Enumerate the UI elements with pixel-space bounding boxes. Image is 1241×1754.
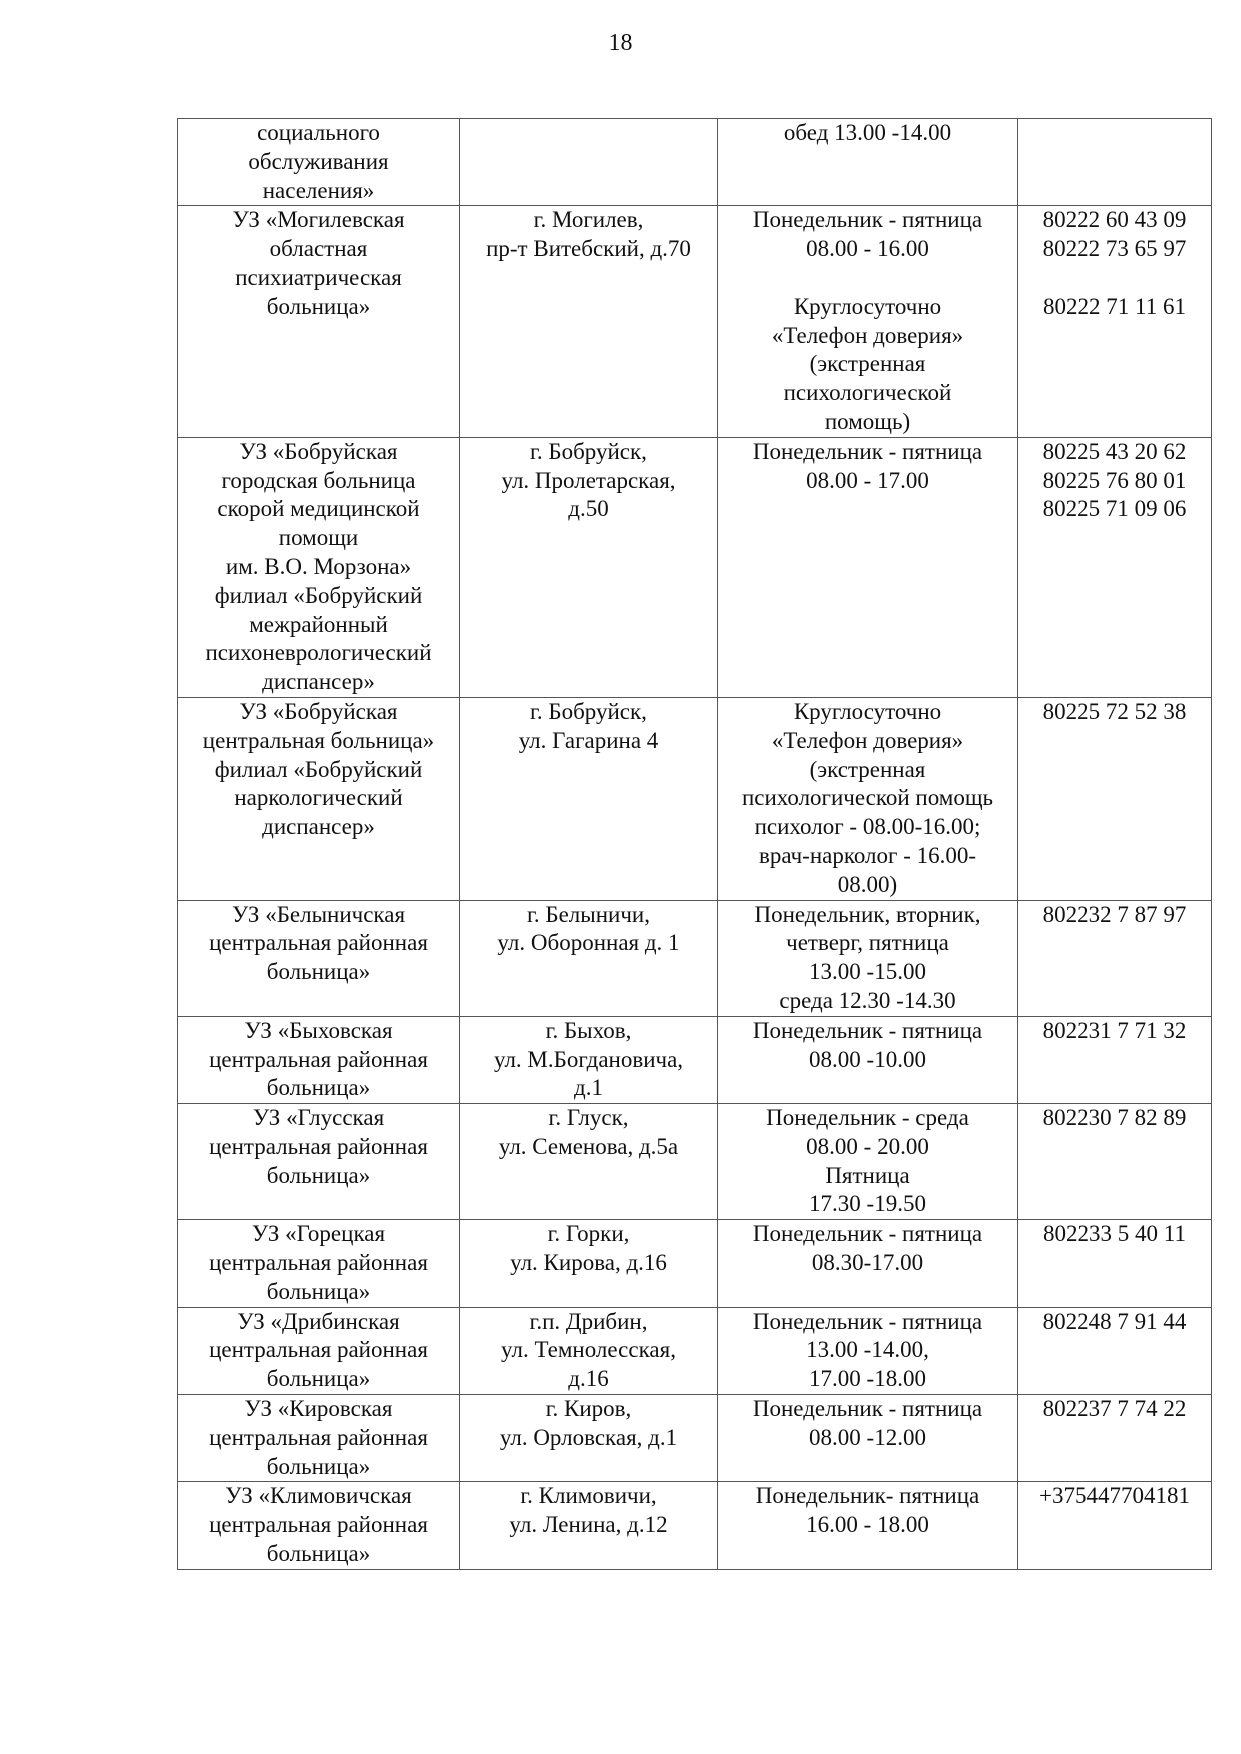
phones-line: 80222 71 11 61 <box>1043 293 1186 319</box>
address-cell <box>460 697 718 900</box>
name-line: скорой медицинской <box>217 496 420 522</box>
hours-line: среда 12.30 -14.30 <box>779 987 956 1013</box>
phones-line: 80225 76 80 01 <box>1042 467 1187 493</box>
working-hours-cell <box>718 1395 1018 1482</box>
address-cell <box>460 1307 718 1394</box>
hours-line: «Телефон доверия» <box>771 322 964 348</box>
name-line: центральная районная <box>209 1337 428 1363</box>
institution-name-cell <box>178 1016 460 1103</box>
phones-line: 802237 7 74 22 <box>1042 1396 1187 1422</box>
address-line: д.16 <box>568 1366 609 1392</box>
address-line: г. Быхов, <box>545 1017 632 1043</box>
name-line: филиал «Бобруйский <box>214 756 423 782</box>
name-line: филиал «Бобруйский <box>214 582 423 608</box>
address-cell <box>460 1482 718 1569</box>
working-hours-cell <box>718 900 1018 1016</box>
hours-line: психологической <box>783 380 952 406</box>
hours-line: 08.00 -10.00 <box>809 1046 926 1072</box>
hours-line: 13.00 -15.00 <box>809 959 926 985</box>
name-line: больница» <box>266 1075 371 1101</box>
phone-cell <box>1018 900 1212 1016</box>
table-row <box>178 1482 1212 1569</box>
name-line: больница» <box>266 1366 371 1392</box>
address-cell <box>460 437 718 697</box>
institution-name-cell <box>178 1307 460 1394</box>
name-line: УЗ «Белыничская <box>231 901 406 927</box>
phone-cell <box>1018 1016 1212 1103</box>
phones-line: 802231 7 71 32 <box>1042 1017 1187 1043</box>
name-line: городская больница <box>221 467 416 493</box>
name-line: наркологический <box>234 785 403 811</box>
hours-line: 17.30 -19.50 <box>809 1191 926 1217</box>
phones-line: 802248 7 91 44 <box>1042 1308 1187 1334</box>
address-line: ул. Оборонная д. 1 <box>497 930 680 956</box>
hours-line: Круглосуточно <box>793 293 942 319</box>
address-cell <box>460 206 718 437</box>
name-line: социального <box>257 120 380 145</box>
table-row <box>178 206 1212 437</box>
hours-line: Пятница <box>825 1162 910 1188</box>
phone-cell <box>1018 119 1212 206</box>
name-line: им. В.О. Морзона» <box>225 553 412 579</box>
hours-line: (экстренная <box>809 756 926 782</box>
table-row <box>178 119 1212 206</box>
address-cell <box>460 1395 718 1482</box>
institution-name-cell <box>178 1395 460 1482</box>
name-line: населения» <box>262 177 375 203</box>
phones-line <box>1022 264 1207 293</box>
name-line: больница» <box>266 293 371 319</box>
phones-line: 80225 72 52 38 <box>1042 698 1187 724</box>
name-line: диспансер» <box>262 814 375 840</box>
name-line: УЗ «Горецкая <box>251 1221 386 1247</box>
address-line: ул. Орловская, д.1 <box>499 1424 678 1450</box>
hours-line: обед 13.00 -14.00 <box>783 120 952 145</box>
phones-line: 80225 43 20 62 <box>1042 438 1187 464</box>
institution-name-cell <box>178 437 460 697</box>
address-line: г.п. Дрибин, <box>529 1308 648 1334</box>
institutions-table <box>177 118 1212 1570</box>
address-line: г. Бобруйск, <box>530 698 647 724</box>
address-line: ул. Пролетарская, <box>501 467 676 493</box>
hours-line: (экстренная <box>809 351 926 377</box>
address-line: д.50 <box>568 496 609 522</box>
address-line: г. Киров, <box>545 1396 632 1422</box>
name-line: УЗ «Глусская <box>252 1105 385 1131</box>
address-line: ул. Гагарина 4 <box>518 727 659 753</box>
hours-line: 16.00 - 18.00 <box>806 1512 929 1538</box>
phone-cell <box>1018 206 1212 437</box>
hours-line: Понедельник - пятница <box>752 1308 983 1334</box>
name-line: областная <box>269 236 368 262</box>
table-body <box>178 119 1212 1570</box>
table-row <box>178 900 1212 1016</box>
working-hours-cell <box>718 1220 1018 1307</box>
name-line: больница» <box>266 1278 371 1304</box>
institution-name-cell <box>178 697 460 900</box>
working-hours-cell <box>718 437 1018 697</box>
address-cell <box>460 1016 718 1103</box>
hours-line: Понедельник - пятница <box>752 1221 983 1247</box>
hours-line: Круглосуточно <box>793 698 942 724</box>
address-line: ул. Кирова, д.16 <box>510 1250 667 1276</box>
hours-line: Понедельник - среда <box>766 1105 969 1131</box>
hours-line: «Телефон доверия» <box>771 727 964 753</box>
hours-line: 17.00 -18.00 <box>809 1366 926 1392</box>
address-line: г. Климовичи, <box>520 1483 657 1509</box>
institution-name-cell <box>178 206 460 437</box>
address-line: г. Белыничи, <box>527 901 650 927</box>
phone-cell <box>1018 1395 1212 1482</box>
address-line: ул. Семенова, д.5а <box>498 1133 679 1159</box>
table-row <box>178 1104 1212 1220</box>
institution-name-cell <box>178 1104 460 1220</box>
name-line: центральная районная <box>209 1133 428 1159</box>
hours-line: 08.00 - 16.00 <box>806 236 929 262</box>
hours-line: 08.00 - 20.00 <box>806 1133 929 1159</box>
name-line: центральная районная <box>209 1424 428 1450</box>
hours-line: помощь) <box>824 408 911 434</box>
name-line: УЗ «Могилевская <box>232 207 405 233</box>
name-line: УЗ «Кировская <box>244 1396 393 1422</box>
institution-name-cell <box>178 119 460 206</box>
phone-cell <box>1018 1307 1212 1394</box>
hours-line: 13.00 -14.00, <box>806 1337 929 1363</box>
hours-line: врач-нарколог - 16.00- <box>758 842 977 868</box>
table-row <box>178 697 1212 900</box>
name-line: больница» <box>266 1453 371 1479</box>
institution-name-cell <box>178 900 460 1016</box>
name-line: больница» <box>266 1162 371 1188</box>
name-line: больница» <box>266 1541 371 1567</box>
address-line: ул. Темнолесская, <box>501 1337 676 1363</box>
address-line: ул. М.Богдановича, <box>493 1046 684 1072</box>
name-line: межрайонный <box>249 611 388 637</box>
phones-line: 80222 73 65 97 <box>1042 236 1187 262</box>
working-hours-cell <box>718 1307 1018 1394</box>
hours-line: Понедельник - пятница <box>752 1017 983 1043</box>
hours-line: 08.00 -12.00 <box>809 1424 926 1450</box>
address-line: д.1 <box>574 1075 603 1101</box>
name-line: психоневрологический <box>205 640 432 666</box>
table-row <box>178 1395 1212 1482</box>
phones-line: 80225 71 09 06 <box>1042 496 1187 522</box>
name-line: УЗ «Бобруйская <box>239 438 398 464</box>
name-line: психиатрическая <box>235 264 402 290</box>
table-row <box>178 1016 1212 1103</box>
table-row <box>178 437 1212 697</box>
working-hours-cell <box>718 119 1018 206</box>
hours-line: психолог - 08.00-16.00; <box>754 814 981 840</box>
working-hours-cell <box>718 206 1018 437</box>
table-row <box>178 1220 1212 1307</box>
name-line: УЗ «Климовичская <box>225 1483 412 1509</box>
hours-line: психологической помощь <box>741 785 994 811</box>
phones-line: 802233 5 40 11 <box>1043 1221 1186 1247</box>
institution-name-cell <box>178 1220 460 1307</box>
name-line: УЗ «Бобруйская <box>239 698 398 724</box>
name-line: центральная районная <box>209 930 428 956</box>
address-cell <box>460 119 718 206</box>
hours-line: Понедельник, вторник, <box>754 901 981 927</box>
working-hours-cell <box>718 1104 1018 1220</box>
phones-line: 802232 7 87 97 <box>1042 901 1187 927</box>
hours-line: четверг, пятница <box>786 930 949 956</box>
name-line: центральная больница» <box>202 727 435 753</box>
hours-line: 08.00) <box>837 871 898 897</box>
working-hours-cell <box>718 1016 1018 1103</box>
address-cell <box>460 900 718 1016</box>
name-line: центральная районная <box>209 1250 428 1276</box>
phone-cell <box>1018 1104 1212 1220</box>
name-line: помощи <box>278 525 359 551</box>
phone-cell <box>1018 437 1212 697</box>
address-line: г. Глуск, <box>548 1105 629 1131</box>
hours-line <box>722 264 1013 293</box>
hours-line: Понедельник - пятница <box>752 207 983 233</box>
phones-line: +375447704181 <box>1039 1483 1190 1509</box>
phone-cell <box>1018 697 1212 900</box>
hours-line: 08.30-17.00 <box>811 1250 924 1276</box>
name-line: УЗ «Дрибинская <box>237 1308 400 1334</box>
hours-line: Понедельник- пятница <box>755 1483 980 1509</box>
hours-line: Понедельник - пятница <box>752 1396 983 1422</box>
address-line: г. Бобруйск, <box>530 438 647 464</box>
page-number: 18 <box>608 30 633 56</box>
hours-line: 08.00 - 17.00 <box>806 467 929 493</box>
institution-name-cell <box>178 1482 460 1569</box>
phones-line: 80222 60 43 09 <box>1042 207 1187 233</box>
hours-line: Понедельник - пятница <box>752 438 983 464</box>
address-line: ул. Ленина, д.12 <box>509 1512 668 1538</box>
address-cell <box>460 1104 718 1220</box>
name-line: больница» <box>266 959 371 985</box>
name-line: диспансер» <box>262 669 375 695</box>
working-hours-cell <box>718 697 1018 900</box>
address-line: г. Могилев, <box>533 207 644 233</box>
address-line: пр-т Витебский, д.70 <box>486 236 691 262</box>
name-line: центральная районная <box>209 1046 428 1072</box>
phone-cell <box>1018 1220 1212 1307</box>
name-line: центральная районная <box>209 1512 428 1538</box>
name-line: обслуживания <box>248 148 389 174</box>
address-line: г. Горки, <box>547 1221 630 1247</box>
table-row <box>178 1307 1212 1394</box>
phone-cell <box>1018 1482 1212 1569</box>
name-line: УЗ «Быховская <box>244 1017 393 1043</box>
phones-line: 802230 7 82 89 <box>1042 1105 1187 1131</box>
working-hours-cell <box>718 1482 1018 1569</box>
address-cell <box>460 1220 718 1307</box>
